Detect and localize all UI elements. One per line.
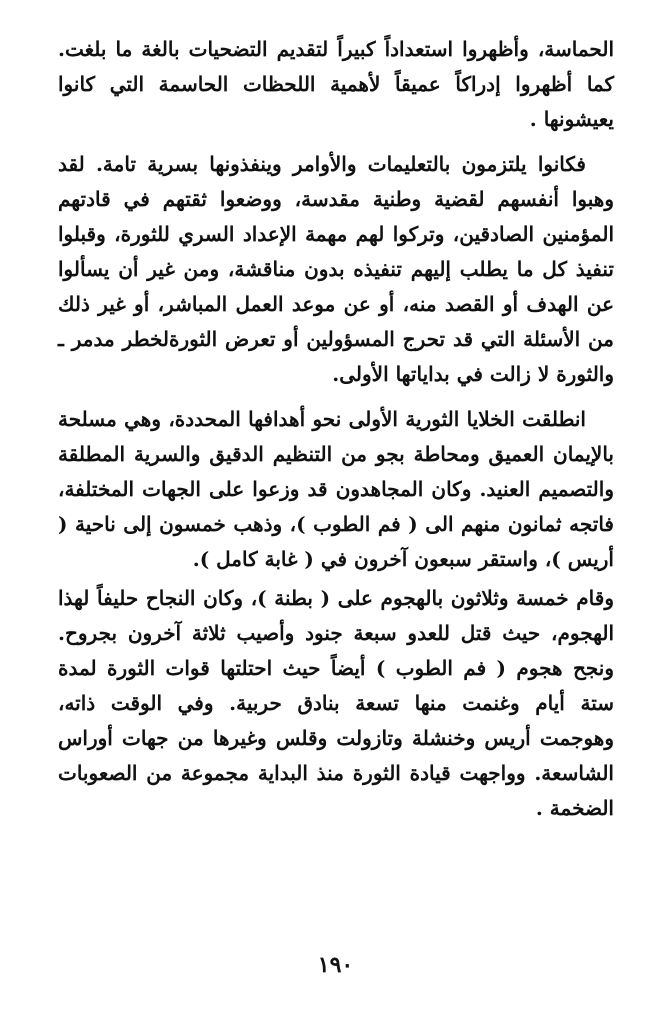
- paragraph-1: الحماسة، وأظهروا استعداداً كبيراً لتقديم التضحيات بالغة ما بلغت. كما أظهروا إدراكاً عميقاً لأهمية اللحظات الحاسمة التي كانوا يعيشونها .: [58, 37, 614, 131]
- page-body: [58, 32, 614, 972]
- paragraph-4: وقام خمسة وثلاثون بالهجوم على ( بطنة )، وكان النجاح حليفاً لهذا الهجوم، حيث قتل للعدو سبعة جنود وأصيب ثلاثة آخرون بجروح. ونجح هجوم ( فم الطوب ) أيضاً حيث احتلتها قوات الثورة لمدة ستة أيام وغنمت منها تسعة بنادق حربية. وفي الوقت ذاته، وهوجمت أريس وخنشلة وتازولت وقلس وغيرها من جهات أوراس الشاسعة. وواجهت قيادة الثورة منذ البداية مجموعة من الصعوبات الضخمة .: [58, 586, 614, 820]
- paragraph-3: انطلقت الخلايا الثورية الأولى نحو أهدافها المحددة، وهي مسلحة بالإيمان العميق ومحاطة بجو من التنظيم الدقيق والسرية المطلقة والتصميم العنيد. وكان المجاهدون قد وزعوا على الجهات المختلفة، فاتجه ثمانون منهم الى ( فم الطوب )، وذهب خمسون إلى ناحية ( أريس )، واستقر سبعون آخرون في ( غابة كامل ).: [58, 407, 614, 571]
- page-number: ١٩٠: [317, 952, 354, 978]
- paragraph-2: فكانوا يلتزمون بالتعليمات والأوامر وينفذونها بسرية تامة. لقد وهبوا أنفسهم لقضية وطنية مقدسة، ووضعوا ثقتهم في قادتهم المؤمنين الصادقين، وتركوا لهم مهمة الإعداد السري للثورة، وقبلوا تنفيذ كل ما يطلب إليهم تنفيذه بدون مناقشة، ومن غير أن يسألوا عن الهدف أو القصد منه، أو عن موعد العمل المباشر، أو غير ذلك من الأسئلة التي قد تحرج المسؤولين أو تعرض الثورةلخطر مدمر ـ والثورة لا زالت في بداياتها الأولى.: [58, 152, 614, 386]
